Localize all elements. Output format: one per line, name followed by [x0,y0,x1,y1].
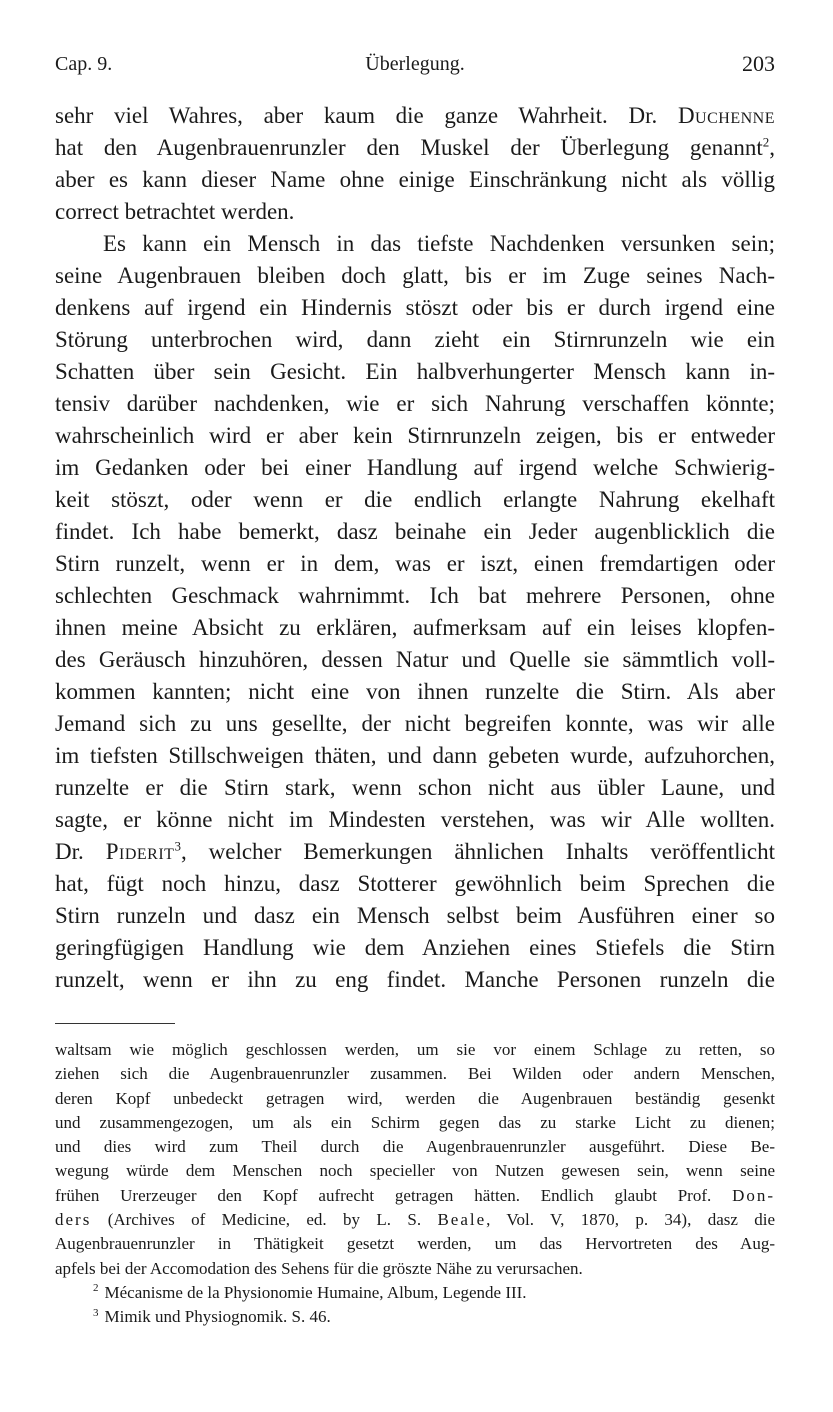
chapter-label: Cap. 9. [55,53,113,75]
footnote-ref: 3 [174,838,181,854]
text-line: Dr. Piderit$^3$, welcher Bemerkungen ähnlichen Inhalts veröffentlicht [55,838,775,864]
text-line: sehr viel Wahres, aber kaum die ganze Wahrheit. Dr. Duchenne [55,103,775,128]
text-line: hat, fügt noch hinzu, dasz Stotterer gewöhnlich beim Sprechen die [55,871,775,896]
running-head [55,48,775,80]
footnote-marker: 2 [93,1282,99,1295]
text-line: Schatten über sein Gesicht. Ein halbverhungerter Mensch kann in- [55,359,775,384]
text-line: tensiv darüber nachdenken, wie er sich Nahrung verschaffen könnte; [55,391,775,416]
text-line: runzelte er die Stirn stark, wenn schon nicht aus übler Laune, und [55,775,775,800]
page [55,48,775,1330]
footnote-line: waltsam wie möglich geschlossen werden, um sie vor einem Schlage zu retten, so [55,1040,775,1059]
text-line: keit stöszt, oder wenn er die endlich erlangte Nahrung ekelhaft [55,487,775,512]
footnote-2: $^2$ Mécanisme de la Physionomie Humaine, Album, Legende III. [93,1282,527,1302]
text-line: wahrscheinlich wird er aber kein Stirnrunzeln zeigen, bis er entweder [55,423,775,448]
footnote-3: $^3$ Mimik und Physiognomik. S. 46. [93,1306,331,1327]
name-beale: Beale [437,1210,487,1230]
text-line: Stirn runzelt, wenn er in dem, was er iszt, einen fremdartigen oder [55,551,775,576]
footnote-line: apfels bei der Accomodation des Sehens für die gröszte Nähe zu verursachen. [55,1258,583,1278]
footnote-ref: 2 [762,134,770,150]
text-line: seine Augenbrauen bleiben doch glatt, bis er im Zuge seines Nach- [55,263,775,288]
text-line: im Gedanken oder bei einer Handlung auf irgend welche Schwierig- [55,455,775,480]
name-donders: ders [55,1210,92,1230]
text-line: kommen kannten; nicht eine von ihnen runzelte die Stirn. Als aber [55,679,775,704]
footnote-line: frühen Urerzeuger den Kopf aufrecht getragen hätten. Endlich glaubt Prof. Don- [55,1185,776,1205]
text-line: des Geräusch hinzuhören, dessen Natur und Quelle sie sämmtlich voll- [55,647,775,672]
text-line: Es kann ein Mensch in das tiefste Nachdenken versunken sein; [103,231,775,256]
text-line: hat den Augenbrauenrunzler den Muskel der Überlegung genannt$^2$, [55,134,775,160]
page-number: 203 [742,51,775,76]
name-duchenne: Duchenne [677,103,775,128]
text-line: aber es kann dieser Name ohne einige Einschränkung nicht als völlig [55,167,775,192]
footnote-line: ders (Archives of Medicine, ed. by L. S. Beale, Vol. V, 1870, p. 34), dasz die [55,1210,776,1230]
text-line: Störung unterbrochen wird, dann zieht ein Stirnrunzeln wie ein [55,327,775,352]
text-line: findet. Ich habe bemerkt, dasz beinahe ein Jeder augenblicklich die [55,519,775,544]
name-donders: Don- [732,1185,776,1205]
text-line: schlechten Geschmack wahrnimmt. Ich bat mehrere Personen, ohne [55,583,775,608]
text-line: runzelt, wenn er ihn zu eng findet. Manche Personen runzeln die [55,967,775,992]
text-line: correct betrachtet werden. [55,199,295,224]
footnote-line: Augenbrauenrunzler in Thätigkeit gesetzt werden, um das Hervortreten des Aug- [55,1234,775,1254]
text-line: ihnen meine Absicht zu erklären, aufmerksam auf ein leises klopfen- [55,615,775,640]
footnote-line: und zusammengezogen, um als ein Schirm gegen das zu starke Licht zu dienen; [55,1112,775,1132]
footnote-line: ziehen sich die Augenbrauenrunzler zusammen. Bei Wilden oder andern Menschen, [55,1064,775,1084]
text-line: Jemand sich zu uns gesellte, der nicht begreifen konnte, was wir alle [55,711,775,736]
footnote-line: und dies wird zum Theil durch die Augenbrauenrunzler ausgeführt. Diese Be- [55,1137,775,1157]
running-title: Überlegung. [365,53,465,75]
text-line: geringfügigen Handlung wie dem Anziehen eines Stiefels die Stirn [55,935,775,960]
footnote-marker: 3 [93,1306,99,1319]
text-line: im tiefsten Stillschweigen thäten, und dann gebeten wurde, aufzuhorchen, [55,743,775,768]
footnote-line: deren Kopf unbedeckt getragen wird, werden die Augenbrauen beständig gesenkt [55,1088,775,1108]
name-piderit: Piderit [105,839,175,864]
body-text [55,100,775,996]
text-line: Stirn runzeln und dasz ein Mensch selbst beim Ausführen einer so [55,903,775,928]
text-line: sagte, er könne nicht im Mindesten verstehen, was wir Alle wollten. [55,807,775,832]
text-line: denkens auf irgend ein Hindernis stöszt oder bis er durch irgend eine [55,295,775,320]
footnotes [55,1038,775,1330]
footnote-divider [55,1023,175,1024]
footnote-line: wegung würde dem Menschen noch specieller von Nutzen gewesen sein, wenn seine [55,1161,775,1181]
